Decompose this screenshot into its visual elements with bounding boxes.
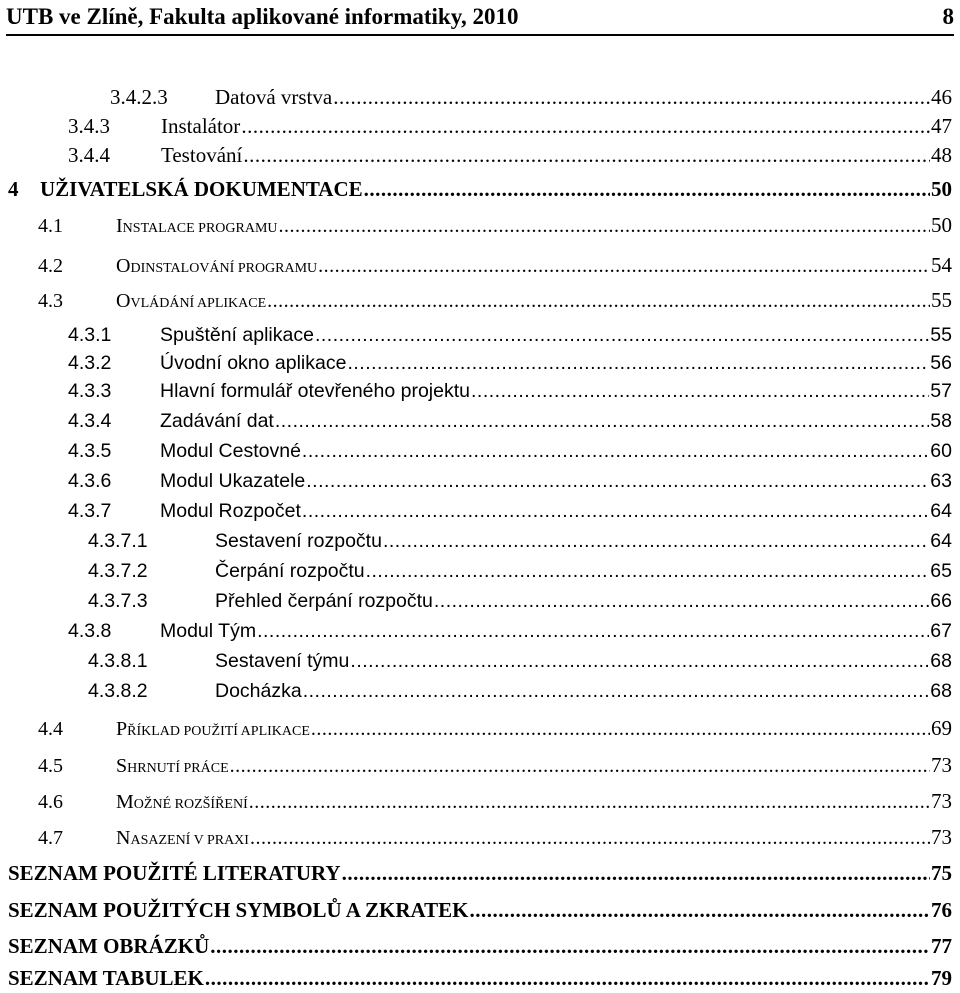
toc-entry[interactable] — [68, 140, 952, 170]
toc-entry[interactable] — [38, 822, 952, 852]
toc-entry-page: 60 — [930, 440, 952, 462]
toc-entry-page: 66 — [930, 590, 952, 612]
toc-entry-number: 4.1 — [38, 215, 63, 237]
toc-entry-leader — [230, 751, 930, 781]
toc-entry-number: 4.3.2 — [68, 352, 112, 374]
toc-entry-leader — [318, 251, 930, 281]
toc-entry-title: Sestavení týmu — [215, 650, 350, 672]
toc-entry-number: 3.4.2.3 — [110, 85, 168, 109]
toc-entry-number: 4.3.8 — [68, 620, 112, 642]
toc-entry[interactable] — [68, 436, 952, 466]
toc-entry-page: 65 — [930, 560, 952, 582]
toc-entry-title: INSTALACE PROGRAMU — [116, 215, 278, 237]
toc-entry[interactable] — [68, 496, 952, 526]
toc-entry-title: SEZNAM POUŽITÉ LITERATURY — [8, 861, 341, 885]
toc-entry-title: Spuštění aplikace — [160, 324, 314, 346]
toc-entry-number: 4.3.1 — [68, 324, 112, 346]
toc-entry-title: PŘÍKLAD POUŽITÍ APLIKACE — [116, 718, 310, 740]
toc-entry-title: Přehled čerpání rozpočtu — [215, 590, 433, 612]
toc-entry-page: 68 — [930, 680, 952, 702]
header-title: UTB ve Zlíně, Fakulta aplikované informatiky, 2010 — [6, 4, 519, 29]
toc-entry-number: 4.7 — [38, 827, 63, 849]
toc-entry-page: 46 — [931, 85, 952, 109]
toc-entry-leader — [210, 931, 930, 961]
toc-entry-number: 4.3.3 — [68, 380, 112, 402]
toc-entry[interactable] — [88, 526, 952, 556]
toc-entry-page: 73 — [931, 789, 952, 813]
toc-entry-number: 4.3.8.1 — [88, 650, 148, 672]
toc-entry-title: Instalátor — [161, 114, 241, 138]
toc-entry-number: 4.3.5 — [68, 440, 112, 462]
toc-entry[interactable] — [68, 466, 952, 496]
toc-entry-page: 50 — [931, 177, 952, 201]
toc-entry-page: 73 — [931, 753, 952, 777]
toc-entry-page: 75 — [931, 861, 952, 885]
toc-entry-leader — [347, 348, 929, 378]
toc-entry[interactable] — [38, 285, 952, 315]
toc-entry-leader — [279, 211, 930, 241]
toc-entry-title: Modul Tým — [160, 620, 257, 642]
toc-entry-leader — [311, 714, 930, 744]
toc-entry[interactable] — [68, 616, 952, 646]
toc-entry-page: 63 — [930, 470, 952, 492]
toc-entry-title: Docházka — [215, 680, 302, 702]
toc-entry-page: 55 — [930, 324, 952, 346]
toc-entry-leader — [333, 82, 930, 112]
toc-entry[interactable] — [88, 586, 952, 616]
toc-entry-number: 4.3.7.1 — [88, 530, 148, 552]
toc-entry-leader — [306, 466, 929, 496]
toc-entry-number: 4.3 — [38, 290, 63, 312]
toc-entry-number: 4.3.6 — [68, 470, 112, 492]
toc-entry[interactable] — [38, 250, 952, 280]
toc-entry-leader — [350, 646, 929, 676]
toc-entry-title: ODINSTALOVÁNÍ PROGRAMU — [116, 255, 318, 277]
toc-entry[interactable] — [38, 210, 952, 240]
toc-entry-leader — [241, 111, 930, 141]
toc-back-matter-entry[interactable] — [8, 858, 952, 888]
toc-entry-title: Hlavní formulář otevřeného projektu — [160, 380, 470, 402]
toc-entry-leader — [302, 496, 929, 526]
toc-entry[interactable] — [68, 376, 952, 406]
toc-entry-leader — [257, 616, 929, 646]
toc-entry-title: UŽIVATELSKÁ DOKUMENTACE — [40, 177, 363, 201]
toc-entry-leader — [364, 174, 930, 204]
toc-back-matter-entry[interactable] — [8, 963, 952, 993]
toc-entry[interactable] — [88, 646, 952, 676]
toc-entry-leader — [434, 586, 929, 616]
toc-entry-number: 4.6 — [38, 791, 63, 813]
toc-entry[interactable] — [38, 713, 952, 743]
toc-entry-title: Modul Ukazatele — [160, 470, 306, 492]
toc-entry-number: 4.2 — [38, 255, 63, 277]
toc-entry[interactable] — [68, 320, 952, 350]
toc-entry-page: 68 — [930, 650, 952, 672]
toc-entry-title: SEZNAM POUŽITÝCH SYMBOLŮ A ZKRATEK — [8, 898, 469, 922]
toc-entry-leader — [303, 676, 930, 706]
toc-entry-page: 55 — [931, 288, 952, 312]
toc-entry-title: Datová vrstva — [215, 85, 333, 109]
toc-entry-title: SHRNUTÍ PRÁCE — [116, 755, 229, 777]
toc-entry-page: 58 — [930, 410, 952, 432]
toc-entry-page: 73 — [931, 825, 952, 849]
toc-entry-leader — [471, 376, 929, 406]
toc-entry[interactable] — [68, 348, 952, 378]
toc-entry[interactable] — [68, 111, 952, 141]
toc-entry-title: Čerpání rozpočtu — [215, 560, 365, 582]
toc-entry-leader — [249, 787, 930, 817]
toc-entry-leader — [205, 963, 930, 993]
toc-entry-title: Testování — [161, 143, 243, 167]
toc-entry-page: 56 — [930, 352, 952, 374]
toc-entry-number: 4.3.8.2 — [88, 680, 148, 702]
toc-chapter-entry[interactable] — [8, 174, 952, 204]
toc-entry-leader — [250, 823, 930, 853]
toc-entry-page: 47 — [931, 114, 952, 138]
toc-entry-title: SEZNAM TABULEK — [8, 966, 204, 990]
toc-entry-page: 48 — [931, 143, 952, 167]
toc-entry-title: Modul Cestovné — [160, 440, 301, 462]
toc-entry-leader — [243, 140, 930, 170]
toc-entry-page: 77 — [931, 934, 952, 958]
toc-entry-leader — [315, 320, 929, 350]
toc-entry-number: 4 — [8, 177, 19, 201]
toc-entry-leader — [366, 556, 930, 586]
toc-entry-leader — [383, 526, 929, 556]
toc-entry-page: 57 — [930, 380, 952, 402]
toc-entry-number: 4.4 — [38, 718, 63, 740]
toc-entry-number: 3.4.3 — [68, 114, 110, 138]
toc-entry-number: 4.3.7 — [68, 500, 112, 522]
header-page-number: 8 — [942, 4, 954, 29]
toc-entry-page: 64 — [930, 500, 952, 522]
toc-entry-number: 4.5 — [38, 755, 63, 777]
toc-entry-number: 4.3.7.2 — [88, 560, 148, 582]
toc-back-matter-entry[interactable] — [8, 895, 952, 925]
toc-entry-page: 79 — [931, 966, 952, 990]
toc-entry-page: 76 — [931, 898, 952, 922]
toc-entry-title: MOŽNÉ ROZŠÍŘENÍ — [116, 791, 248, 813]
toc-entry-page: 50 — [931, 213, 952, 237]
toc-entry-number: 4.3.7.3 — [88, 590, 148, 612]
toc-entry[interactable] — [38, 786, 952, 816]
toc-entry-page: 64 — [930, 530, 952, 552]
toc-entry-title: SEZNAM OBRÁZKŮ — [8, 934, 210, 958]
toc-entry-title: Modul Rozpočet — [160, 500, 301, 522]
toc-entry-number: 4.3.4 — [68, 410, 112, 432]
toc-entry-leader — [342, 858, 930, 888]
toc-entry-number: 3.4.4 — [68, 143, 110, 167]
toc-entry-page: 54 — [931, 253, 952, 277]
toc-entry-leader — [275, 406, 929, 436]
toc-entry-title: Sestavení rozpočtu — [215, 530, 382, 552]
toc-entry[interactable] — [88, 556, 952, 586]
toc-entry-title: Zadávání dat — [160, 410, 274, 432]
toc-entry[interactable] — [68, 406, 952, 436]
toc-entry[interactable] — [110, 82, 952, 112]
toc-entry-title: NASAZENÍ V PRAXI — [116, 827, 249, 849]
toc-entry-leader — [470, 895, 930, 925]
toc-entry-page: 67 — [930, 620, 952, 642]
toc-entry-title: Úvodní okno aplikace — [160, 352, 347, 374]
toc-back-matter-entry[interactable] — [8, 931, 952, 961]
toc-entry-title: OVLÁDÁNÍ APLIKACE — [116, 290, 267, 312]
toc-entry-leader — [267, 286, 930, 316]
toc-entry[interactable] — [38, 750, 952, 780]
toc-entry[interactable] — [88, 676, 952, 706]
toc-entry-leader — [302, 436, 929, 466]
toc-entry-page: 69 — [931, 716, 952, 740]
